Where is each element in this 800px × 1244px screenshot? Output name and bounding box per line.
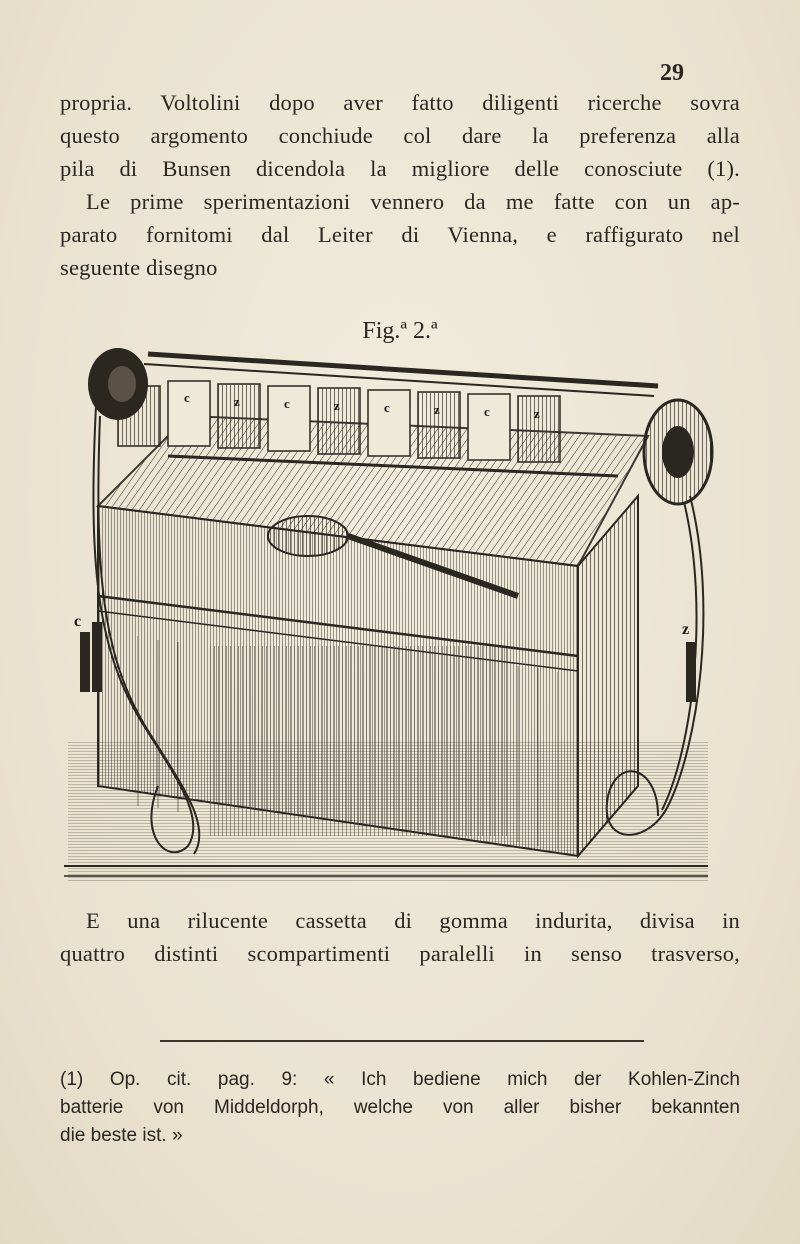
- figure-caption: Fig.ª 2.ª: [362, 318, 438, 344]
- paragraph-1-line: Le prime sperimentazioni vennero da me fatte con un ap-: [86, 189, 740, 214]
- paragraph-1-line: parato fornitomi dal Leiter di Vienna, e raffigurato nel: [60, 222, 740, 247]
- paragraph-1-line: questo argomento conchiude col dare la preferenza alla: [60, 123, 740, 148]
- right-wheel: [644, 400, 712, 504]
- footnote-line: batterie von Middeldorph, welche von aller bisher bekannten: [60, 1097, 740, 1118]
- paragraph-1-line: seguente disegno: [60, 255, 218, 280]
- footnote-line: (1) Op. cit. pag. 9: « Ich bediene mich der Kohlen-Zinch: [60, 1069, 740, 1090]
- cell-label: c: [484, 404, 490, 419]
- paragraph-2-line: quattro distinti scompartimenti paralelli in senso trasverso,: [60, 941, 740, 966]
- right-terminal-label: z: [682, 621, 690, 638]
- left-terminal: [74, 613, 102, 692]
- cell-label: z: [534, 406, 540, 421]
- right-terminal: [682, 621, 696, 702]
- footnote-divider: [160, 1040, 644, 1042]
- cell-label: c: [184, 390, 190, 405]
- paragraph-2-line: E una rilucente cassetta di gomma indurita, divisa in: [86, 908, 740, 933]
- left-terminal-label: c: [74, 613, 82, 630]
- cell-label: c: [284, 396, 290, 411]
- battery-box: [98, 416, 648, 856]
- cell-label: z: [334, 398, 340, 413]
- paragraph-2: [60, 904, 740, 970]
- paragraph-1-line: pila di Bunsen dicendola la migliore delle conosciute (1).: [60, 156, 740, 181]
- cell-label: z: [234, 394, 240, 409]
- page-number: 29: [660, 60, 684, 86]
- footnote: [60, 1066, 740, 1150]
- paragraph-1-line: propria. Voltolini dopo aver fatto diligenti ricerche sovra: [60, 90, 740, 115]
- paragraph-1: [60, 86, 740, 284]
- left-knob: [88, 348, 148, 420]
- cell-label: c: [384, 400, 390, 415]
- footnote-line: die beste ist. »: [60, 1125, 183, 1146]
- cell-label: z: [434, 402, 440, 417]
- battery-apparatus-figure: [74, 346, 726, 886]
- battery-illustration: [74, 346, 726, 886]
